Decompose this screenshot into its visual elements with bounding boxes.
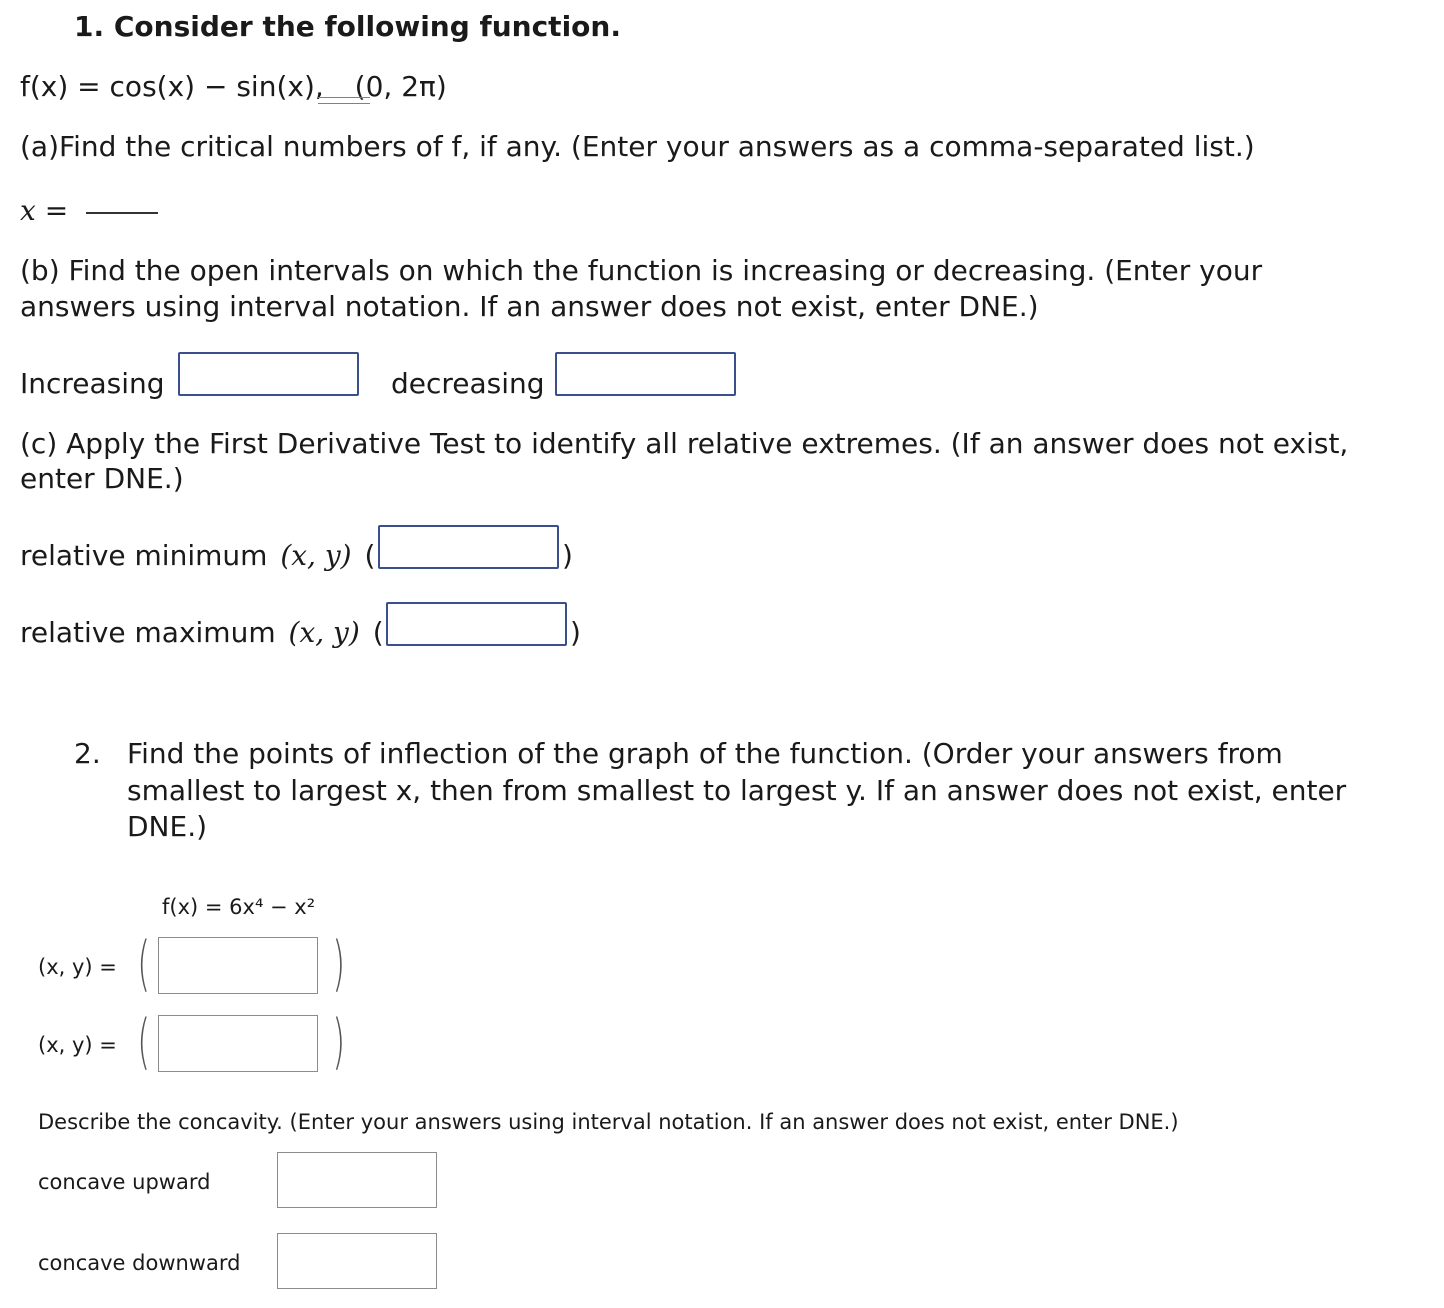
q2-close-paren-2: ) <box>332 1007 346 1077</box>
q1-c-prompt-line2: enter DNE.) <box>20 462 184 495</box>
q1-link-underline[interactable] <box>318 97 370 104</box>
rel-max-label: relative maximum <box>20 616 276 649</box>
q1-a-prompt: (a)Find the critical numbers of f, if any. (Enter your answers as a comma-separated list.) <box>20 130 1255 163</box>
q1-b-prompt-line1: (b) Find the open intervals on which the function is increasing or decreasing. (Enter your <box>20 254 1263 287</box>
concave-downward-input[interactable] <box>277 1233 437 1289</box>
critical-numbers-input[interactable] <box>86 210 158 214</box>
q2-function: f(x) = 6x⁴ − x² <box>162 895 316 919</box>
decreasing-label: decreasing <box>391 367 545 400</box>
rel-max-row <box>20 616 384 649</box>
rel-max-xy: (x, y) <box>288 616 360 649</box>
inflection-point-2-input[interactable] <box>158 1015 318 1072</box>
q2-close-paren-1: ) <box>332 929 346 999</box>
q2-prompt-line1: Find the points of inflection of the graph of the function. (Order your answers from <box>127 737 1283 770</box>
q1-x-answer-row <box>20 194 158 227</box>
rel-max-close-paren: ) <box>570 616 581 649</box>
inflection-point-1-input[interactable] <box>158 937 318 994</box>
relative-maximum-input[interactable] <box>386 602 567 646</box>
rel-min-row <box>20 539 375 572</box>
q1-title: 1. Consider the following function. <box>74 10 621 43</box>
rel-min-label: relative minimum <box>20 539 268 572</box>
rel-max-open-paren: ( <box>372 616 384 649</box>
q1-function <box>20 70 447 103</box>
concave-upward-input[interactable] <box>277 1152 437 1208</box>
concave-down-label: concave downward <box>38 1251 241 1275</box>
q2-open-paren-2: ( <box>137 1007 151 1077</box>
q1-c-prompt-line1: (c) Apply the First Derivative Test to identify all relative extremes. (If an answer does not exist, <box>20 427 1349 460</box>
q2-prompt-line2: smallest to largest x, then from smallest to largest y. If an answer does not exist, enter <box>127 774 1347 807</box>
increasing-input[interactable] <box>178 352 359 396</box>
q2-xy-label-2: (x, y) = <box>38 1033 117 1057</box>
rel-min-open-paren: ( <box>364 539 376 572</box>
q1-x-label: x = <box>20 194 69 227</box>
concave-up-label: concave upward <box>38 1170 211 1194</box>
q1-function-text: f(x) = cos(x) − sin(x), <box>20 70 324 103</box>
decreasing-input[interactable] <box>555 352 736 396</box>
relative-minimum-input[interactable] <box>378 525 559 569</box>
increasing-label: Increasing <box>20 367 165 400</box>
concavity-prompt: Describe the concavity. (Enter your answers using interval notation. If an answer does not exist, enter DNE.) <box>38 1110 1179 1134</box>
q1-interval: (0, 2π) <box>354 70 447 103</box>
q2-xy-label-1: (x, y) = <box>38 955 117 979</box>
rel-min-xy: (x, y) <box>280 539 352 572</box>
rel-min-close-paren: ) <box>562 539 573 572</box>
q2-prompt-line3: DNE.) <box>127 810 208 843</box>
q1-b-prompt-line2: answers using interval notation. If an answer does not exist, enter DNE.) <box>20 290 1039 323</box>
q2-number: 2. <box>74 737 101 770</box>
q2-open-paren-1: ( <box>137 929 151 999</box>
